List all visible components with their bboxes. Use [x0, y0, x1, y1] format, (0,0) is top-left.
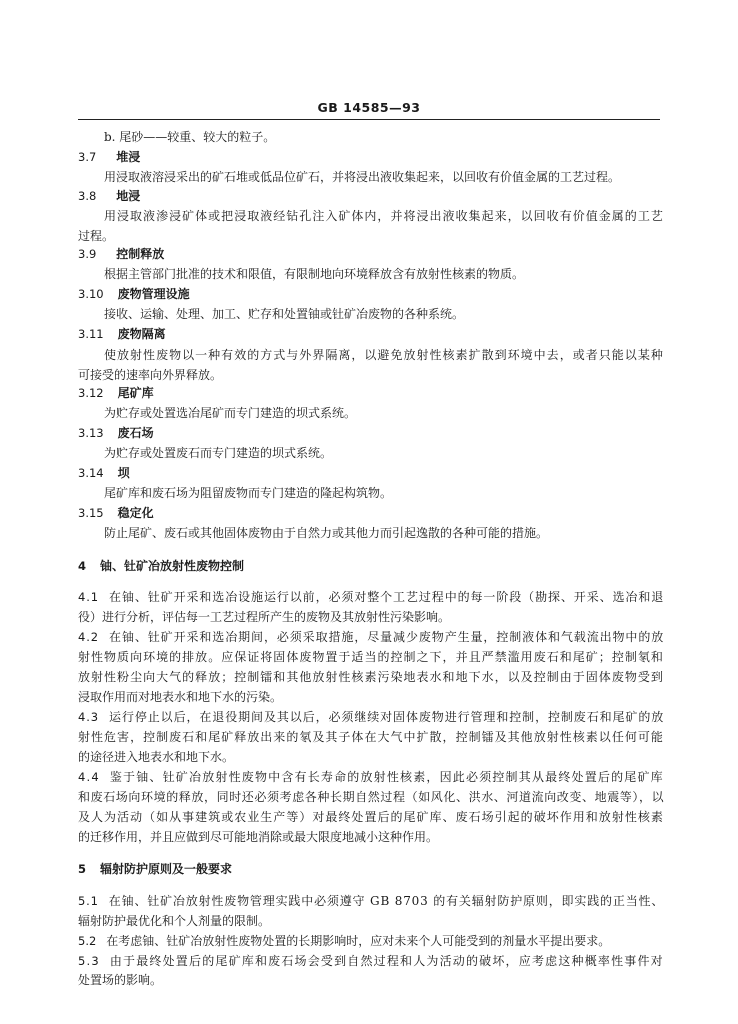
text-line: [104, 267, 524, 282]
line-text: 为贮存或处置选冶尾矿而专门建造的坝式系统。: [104, 406, 357, 420]
line-text: 尾矿库和废石场为阻留废物而专门建造的隆起构筑物。: [104, 486, 393, 500]
text-line: [78, 229, 114, 244]
clause-title: 辐射防护原则及一般要求: [100, 862, 233, 876]
text-line: [78, 830, 438, 845]
clause-heading: [78, 466, 130, 481]
clause-heading: [78, 426, 154, 441]
text-line: [78, 810, 664, 825]
text-line: [104, 130, 275, 145]
clause-number: 5: [78, 862, 87, 876]
line-text: 为贮存或处置废石而专门建造的坝式系统。: [104, 446, 333, 460]
clause-number: 4.1: [78, 590, 100, 604]
clause-number: 4.3: [78, 710, 100, 724]
line-text: 接收、运输、处理、加工、贮存和处置铀或钍矿冶废物的各种系统。: [104, 307, 465, 321]
clause-heading: [78, 189, 140, 204]
text-line: [78, 368, 222, 383]
text-line: [78, 590, 664, 605]
clause-number: 5.2: [78, 934, 97, 948]
text-line: [78, 670, 664, 685]
line-text: 在考虑铀、钍矿冶放射性废物处置的长期影响时，应对未来个人可能受到的剂量水平提出要求。: [106, 934, 611, 948]
clause-number: 3.15: [78, 506, 104, 520]
clause-title: 地浸: [116, 189, 141, 203]
text-line: [78, 894, 664, 909]
text-line: [78, 914, 270, 929]
clause-heading: [78, 386, 154, 401]
line-text: 在铀、钍矿冶放射性废物管理实践中必须遵守 GB 8703 的有关辐射防护原则，即实践的正当性、: [108, 894, 665, 908]
clause-number: 3.7: [78, 150, 97, 164]
text-line: [104, 209, 664, 224]
line-text: 射性物质向环境的排放。应保证将固体废物置于适当的控制之下，并且严禁滥用废石和尾矿；控制氡和: [78, 650, 664, 664]
line-text: 用浸取液渗浸矿体或把浸取液经钻孔注入矿体内，并将浸出液收集起来，以回收有价值金属的工艺: [104, 209, 664, 223]
clause-number: 3.8: [78, 189, 97, 203]
line-text: 鉴于铀、钍矿冶放射性废物中含有长寿命的放射性核素，因此必须控制其从最终处置后的尾矿库: [109, 770, 664, 784]
page-header: GB 14585—93: [317, 100, 421, 115]
header-rule: [78, 119, 660, 120]
line-text: 放射性粉尘向大气的释放；控制镭和其他放射性核素污染地表水和地下水，以及控制由于固体废物受到: [78, 670, 664, 684]
clause-title: 废石场: [117, 426, 154, 440]
clause-number: 3.14: [78, 466, 104, 480]
line-text: 可接受的速率向外界释放。: [78, 368, 223, 382]
clause-title: 废物隔离: [117, 327, 166, 341]
clause-title: 控制释放: [116, 247, 165, 261]
line-text: 浸取作用而对地表水和地下水的污染。: [78, 690, 283, 704]
line-text: 运行停止以后，在退役期间及其以后，必须继续对固体废物进行管理和控制，控制废石和尾矿的放: [109, 710, 665, 724]
line-text: 和废石场向环境的释放，同时还必须考虑各种长期自然过程（如风化、洪水、河道流向改变、地震等），以: [78, 790, 665, 804]
text-line: [78, 630, 664, 645]
text-line: [78, 690, 282, 705]
clause-number: 5.3: [78, 954, 100, 968]
clause-number: 4.4: [78, 770, 100, 784]
clause-title: 尾矿库: [117, 386, 154, 400]
text-line: [104, 307, 464, 322]
text-line: [78, 973, 162, 988]
text-line: [104, 406, 356, 421]
text-line: [78, 610, 450, 625]
text-line: [78, 730, 664, 745]
line-text: 处置场的影响。: [78, 973, 163, 987]
clause-number: 3.11: [78, 327, 104, 341]
line-text: 过程。: [78, 229, 115, 243]
clause-number: 3.13: [78, 426, 104, 440]
text-line: [104, 170, 620, 185]
clause-heading: [78, 247, 164, 262]
text-line: [104, 526, 548, 541]
text-line: [104, 486, 392, 501]
line-text: 及人为活动（如从事建筑或农业生产等）对最终处置后的尾矿库、废石场引起的破坏作用和放射性核素: [78, 810, 664, 824]
line-text: 的途径进入地表水和地下水。: [78, 750, 235, 764]
clause-title: 堆浸: [116, 150, 141, 164]
clause-number: 3.12: [78, 386, 104, 400]
clause-number: 4.2: [78, 630, 100, 644]
text-line: [78, 650, 664, 665]
clause-number: 3.10: [78, 287, 104, 301]
clause-number: 3.9: [78, 247, 97, 261]
clause-title: 废物管理设施: [117, 287, 190, 301]
line-text: 根据主管部门批准的技术和限值，有限制地向环境释放含有放射性核素的物质。: [104, 267, 525, 281]
line-text: 在铀、钍矿开采和选冶设施运行以前，必须对整个工艺过程中的每一阶段（勘探、开采、选冶和退: [109, 590, 665, 604]
line-text: 的迁移作用，并且应做到尽可能地消除或最大限度地减小这种作用。: [78, 830, 439, 844]
line-text: 防止尾矿、废石或其他固体废物由于自然力或其他力而引起逸散的各种可能的措施。: [104, 526, 549, 540]
clause-title: 稳定化: [117, 506, 154, 520]
clause-number: 4: [78, 559, 87, 573]
clause-heading: [78, 287, 190, 302]
text-line: [78, 750, 234, 765]
clause-title: 坝: [117, 466, 130, 480]
section-heading: [78, 862, 232, 877]
text-line: [78, 954, 664, 969]
text-line: [104, 446, 332, 461]
clause-heading: [78, 327, 166, 342]
line-text: b. 尾砂——较重、较大的粒子。: [104, 130, 276, 144]
clause-heading: [78, 150, 140, 165]
line-text: 射性危害，控制废石和尾矿释放出来的氡及其子体在大气中扩散，控制镭及其他放射性核素以任何可能: [78, 730, 664, 744]
text-line: [78, 770, 664, 785]
text-line: [78, 710, 664, 725]
line-text: 役）进行分析，评估每一工艺过程所产生的废物及其放射性污染影响。: [78, 610, 451, 624]
line-text: 辐射防护最优化和个人剂量的限制。: [78, 914, 271, 928]
text-line: [78, 790, 664, 805]
line-text: 由于最终处置后的尾矿库和废石场会受到自然过程和人为活动的破坏，应考虑这种概率性事件对: [109, 954, 664, 968]
clause-title: 铀、钍矿冶放射性废物控制: [100, 559, 245, 573]
text-line: [104, 348, 664, 363]
text-line: [78, 934, 610, 949]
section-heading: [78, 559, 244, 574]
line-text: 在铀、钍矿开采和选冶期间，必须采取措施，尽量减少废物产生量，控制液体和气载流出物中的放: [109, 630, 665, 644]
line-text: 用浸取液溶浸采出的矿石堆或低品位矿石，并将浸出液收集起来，以回收有价值金属的工艺过程。: [104, 170, 621, 184]
clause-heading: [78, 506, 154, 521]
line-text: 使放射性废物以一种有效的方式与外界隔离，以避免放射性核素扩散到环境中去，或者只能以某种: [104, 348, 664, 362]
clause-number: 5.1: [78, 894, 99, 908]
